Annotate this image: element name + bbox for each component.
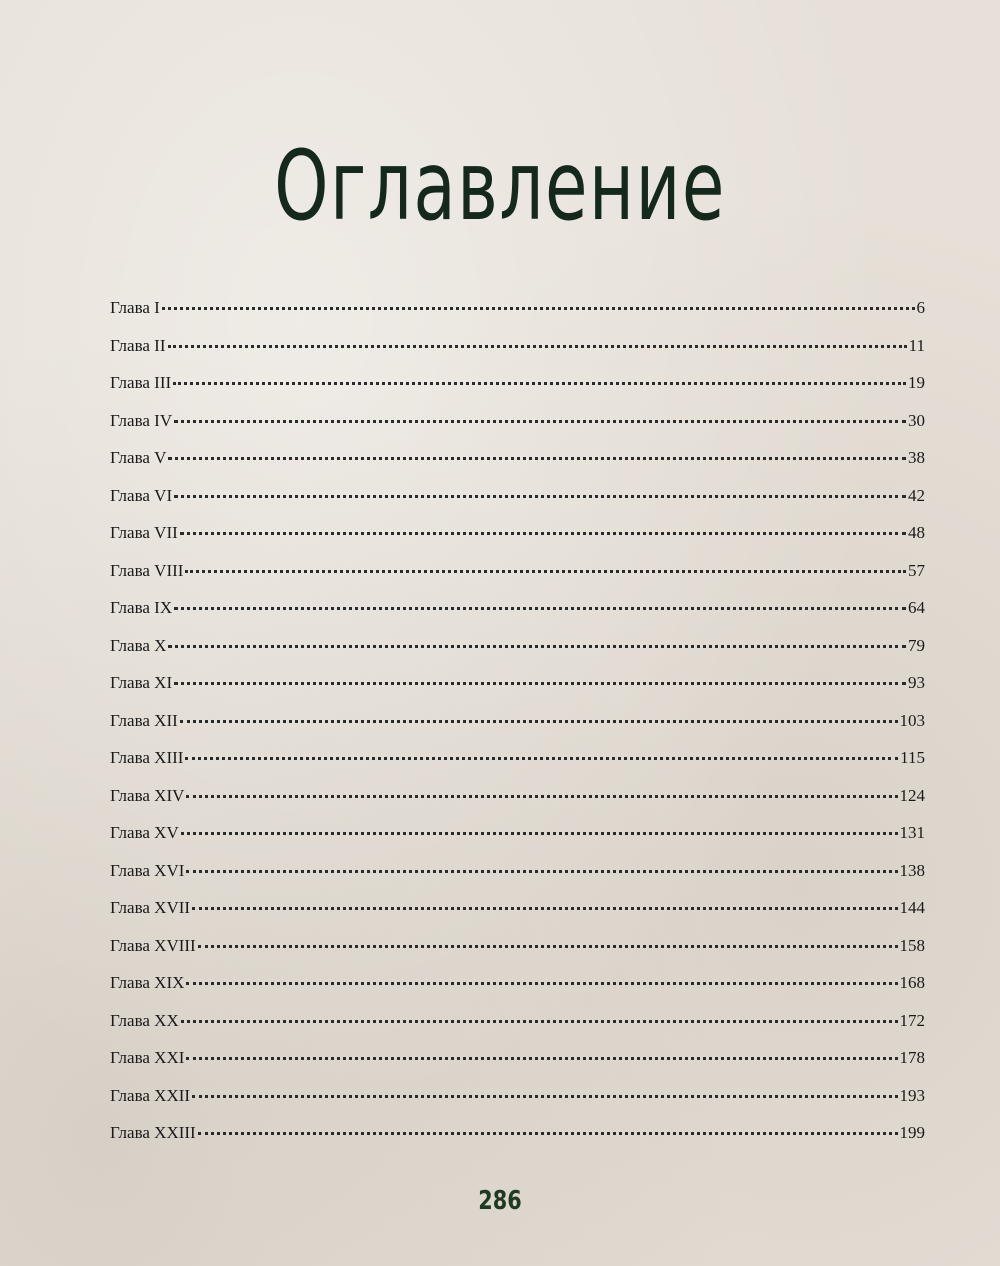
toc-entry-label: Глава XIX xyxy=(110,973,185,992)
dot-leader xyxy=(185,755,898,760)
toc-entry-page: 30 xyxy=(908,410,925,430)
toc-entry xyxy=(110,1011,925,1049)
dot-leader xyxy=(180,718,898,723)
toc-entry-page: 48 xyxy=(908,523,925,542)
toc-entry-label: Глава XXII xyxy=(110,1085,191,1105)
dot-leader xyxy=(186,868,897,873)
toc-entry xyxy=(110,898,925,936)
toc-entry xyxy=(110,973,925,1011)
toc-entry-page: 172 xyxy=(899,1010,925,1030)
toc-entry-page: 93 xyxy=(908,673,925,692)
dot-leader xyxy=(180,530,906,535)
dot-leader xyxy=(174,605,906,610)
toc-entry-label: Глава XIV xyxy=(110,785,185,805)
toc-entry-page: 103 xyxy=(899,710,925,730)
toc-entry-page: 42 xyxy=(908,485,925,505)
toc-entry-label: Глава IX xyxy=(110,598,173,617)
toc-entry xyxy=(110,1048,925,1086)
toc-entry xyxy=(110,448,925,486)
toc-entry xyxy=(110,936,925,974)
toc-entry xyxy=(110,523,925,561)
toc-entry-page: 193 xyxy=(899,1085,925,1105)
toc-entry xyxy=(110,561,925,599)
toc-entry xyxy=(110,861,925,899)
toc-entry xyxy=(110,786,925,824)
toc-entry-label: Глава VIII xyxy=(110,560,184,580)
toc-entry-page: 199 xyxy=(899,1123,925,1142)
dot-leader xyxy=(198,1130,898,1135)
toc-entry xyxy=(110,336,925,374)
toc-entry-label: Глава XXI xyxy=(110,1048,185,1067)
dot-leader xyxy=(174,493,906,498)
toc-entry-label: Глава XXIII xyxy=(110,1123,196,1142)
toc-entry-label: Глава XVIII xyxy=(110,935,196,955)
toc-entry-label: Глава XV xyxy=(110,823,179,842)
toc-entry xyxy=(110,598,925,636)
dot-leader xyxy=(173,380,906,385)
toc-entry-page: 115 xyxy=(900,748,925,767)
toc-entry-label: Глава XVI xyxy=(110,860,185,880)
toc-entry-label: Глава I xyxy=(110,298,160,317)
toc-entry xyxy=(110,636,925,674)
page-number: 286 xyxy=(478,1186,522,1216)
toc-entry-page: 178 xyxy=(899,1048,925,1067)
dot-leader xyxy=(185,568,906,573)
dot-leader xyxy=(168,343,907,348)
toc-entry-label: Глава XI xyxy=(110,673,173,692)
toc-entry-page: 79 xyxy=(908,635,925,655)
toc-entry xyxy=(110,1123,925,1161)
toc-entry-label: Глава II xyxy=(110,335,166,355)
toc-entry-page: 38 xyxy=(908,448,925,467)
toc-entry xyxy=(110,748,925,786)
dot-leader xyxy=(168,455,906,460)
toc-entry-page: 19 xyxy=(908,373,925,392)
dot-leader xyxy=(192,905,897,910)
toc-entry-page: 158 xyxy=(899,935,925,955)
toc-entry xyxy=(110,1086,925,1124)
toc-entry-label: Глава XII xyxy=(110,710,178,730)
toc-entry-page: 6 xyxy=(916,298,925,317)
toc-entry xyxy=(110,673,925,711)
dot-leader xyxy=(181,830,898,835)
table-of-contents xyxy=(110,298,925,1161)
dot-leader xyxy=(162,305,915,310)
toc-entry xyxy=(110,486,925,524)
dot-leader xyxy=(181,1018,898,1023)
toc-entry xyxy=(110,298,925,336)
toc-entry-page: 64 xyxy=(908,598,925,617)
toc-entry-page: 57 xyxy=(908,560,925,580)
toc-entry-label: Глава VII xyxy=(110,523,178,542)
dot-leader xyxy=(186,793,897,798)
toc-entry xyxy=(110,373,925,411)
toc-entry-label: Глава III xyxy=(110,373,172,392)
page-title: Оглавление xyxy=(274,130,726,243)
toc-entry xyxy=(110,823,925,861)
dot-leader xyxy=(174,418,906,423)
toc-entry-label: Глава XVII xyxy=(110,898,191,917)
toc-entry-label: Глава XX xyxy=(110,1010,179,1030)
dot-leader xyxy=(198,943,898,948)
dot-leader xyxy=(186,1055,897,1060)
toc-entry-label: Глава X xyxy=(110,635,167,655)
toc-entry-label: Глава IV xyxy=(110,410,173,430)
toc-entry-label: Глава V xyxy=(110,448,167,467)
toc-entry-page: 11 xyxy=(908,335,925,355)
dot-leader xyxy=(168,643,906,648)
toc-entry xyxy=(110,411,925,449)
toc-entry-page: 168 xyxy=(899,973,925,992)
toc-entry-label: Глава VI xyxy=(110,485,173,505)
toc-entry-page: 144 xyxy=(899,898,925,917)
toc-entry xyxy=(110,711,925,749)
toc-entry-page: 124 xyxy=(899,785,925,805)
dot-leader xyxy=(174,680,906,685)
toc-entry-page: 138 xyxy=(899,860,925,880)
toc-entry-label: Глава XIII xyxy=(110,748,184,767)
dot-leader xyxy=(186,980,897,985)
dot-leader xyxy=(192,1093,897,1098)
toc-entry-page: 131 xyxy=(899,823,925,842)
